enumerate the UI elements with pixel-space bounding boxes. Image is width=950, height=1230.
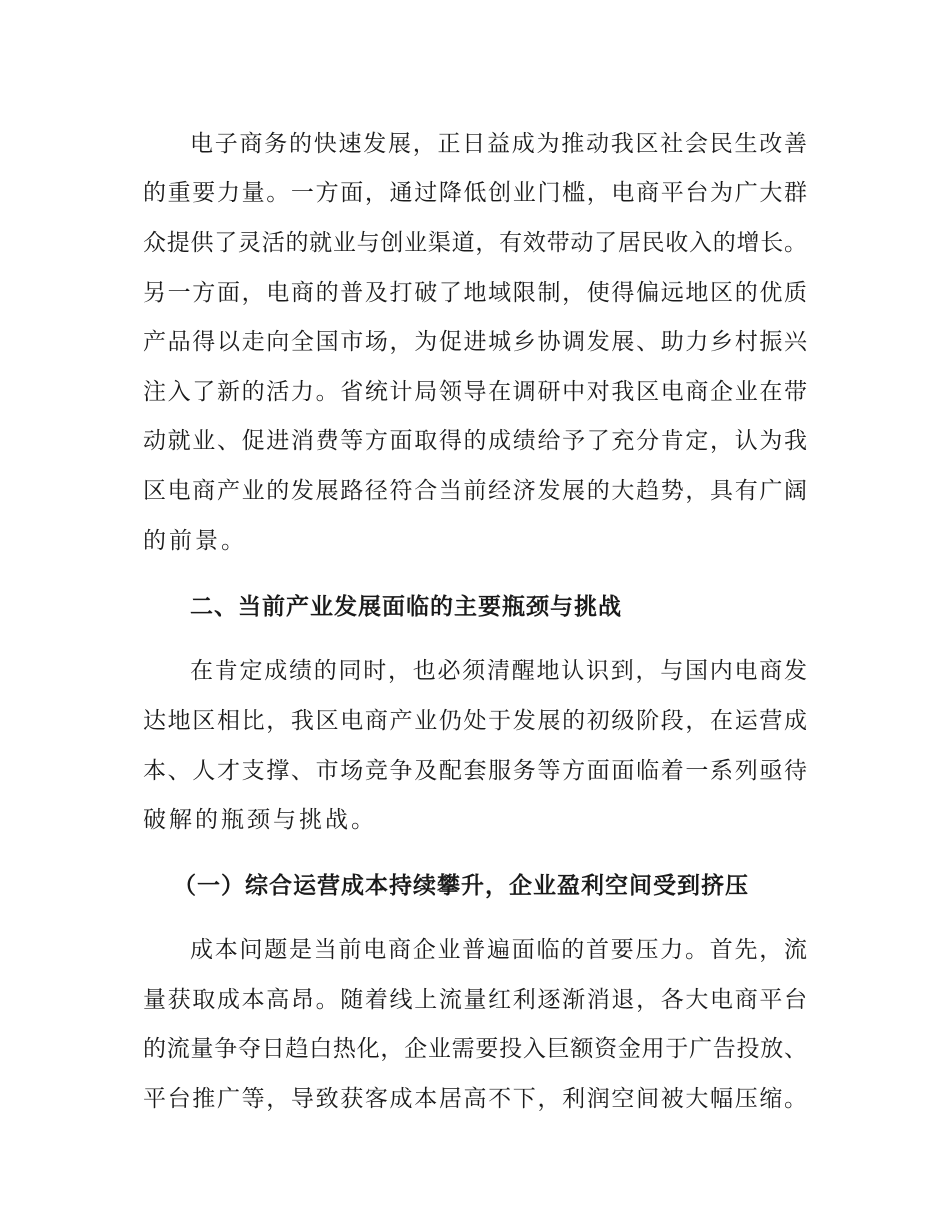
paragraph-1-line: 产品得以走向全国市场，为促进城乡协调发展、助力乡村振兴 [143,329,807,355]
paragraph-2-line: 本、人才支撑、市场竞争及配套服务等方面面临着一系列亟待 [143,758,807,784]
paragraph-1-line: 另一方面，电商的普及打破了地域限制，使得偏远地区的优质 [143,280,807,306]
section-heading: 二、当前产业发展面临的主要瓶颈与挑战 [190,594,622,620]
paragraph-1-line: 电子商务的快速发展，正日益成为推动我区社会民生改善 [190,131,807,157]
paragraph-1-line: 的前景。 [143,528,247,554]
paragraph-1-line: 动就业、促进消费等方面取得的成绩给予了充分肯定，认为我 [143,428,807,454]
paragraph-3-line: 成本问题是当前电商企业普遍面临的首要压力。首先，流 [190,937,807,963]
paragraph-1-line: 注入了新的活力。省统计局领导在调研中对我区电商企业在带 [143,379,807,405]
paragraph-2-line: 达地区相比，我区电商产业仍处于发展的初级阶段，在运营成 [143,708,807,734]
paragraph-3-line: 的流量争夺日趋白热化，企业需要投入巨额资金用于广告投放、 [143,1036,807,1062]
paragraph-1-line: 众提供了灵活的就业与创业渠道，有效带动了居民收入的增长。 [143,230,807,256]
paragraph-1-line: 的重要力量。一方面，通过降低创业门槛，电商平台为广大群 [143,180,807,206]
paragraph-2-line: 在肯定成绩的同时，也必须清醒地认识到，与国内电商发 [190,658,807,684]
paragraph-3-line: 量获取成本高昂。随着线上流量红利逐渐消退，各大电商平台 [143,987,807,1013]
paragraph-3-line: 平台推广等，导致获客成本居高不下，利润空间被大幅压缩。 [143,1086,807,1112]
paragraph-1-line: 区电商产业的发展路径符合当前经济发展的大趋势，具有广阔 [143,478,807,504]
subsection-heading: （一）综合运营成本持续攀升，企业盈利空间受到挤压 [173,873,749,899]
paragraph-2-line: 破解的瓶颈与挑战。 [143,807,377,833]
